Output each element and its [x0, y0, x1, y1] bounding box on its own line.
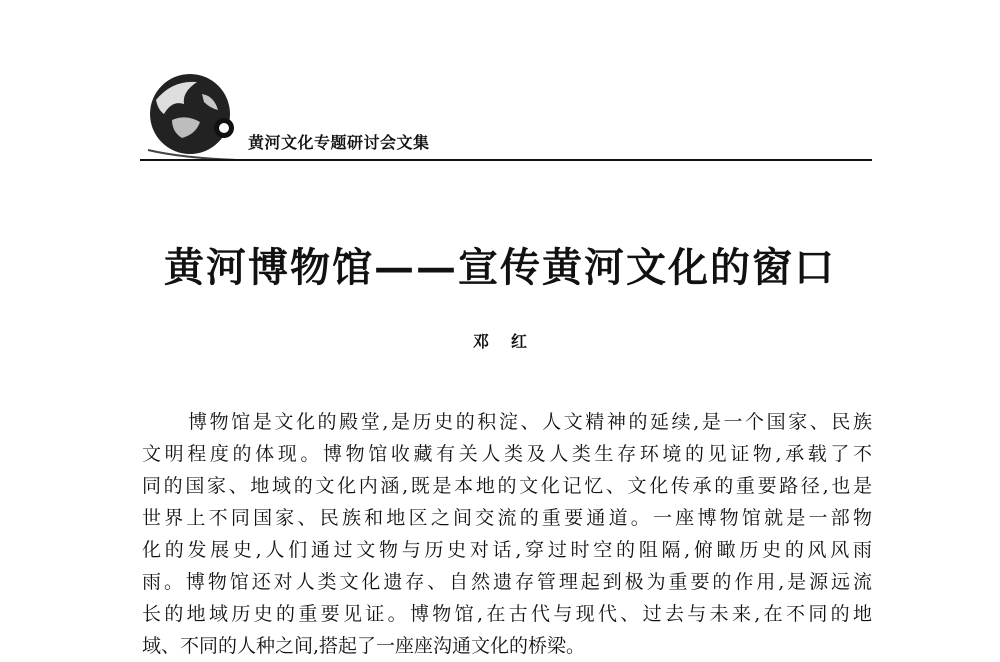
body-line: 雨。博物馆还对人类文化遗存、自然遗存管理起到极为重要的作用,是源远流 [142, 571, 872, 593]
body-line: 化的发展史,人们通过文物与历史对话,穿过时空的阻隔,俯瞰历史的风风雨 [142, 539, 872, 561]
series-title: 黄河文化专题研讨会文集 [248, 133, 430, 152]
author-name: 邓红 [472, 332, 549, 351]
page-header [140, 62, 872, 162]
article-body [142, 406, 872, 662]
body-line: 世界上不同国家、民族和地区之间交流的重要通道。一座博物馆就是一部物 [142, 507, 872, 529]
body-line: 文明程度的体现。博物馆收藏有关人类及人类生存环境的见证物,承载了不 [142, 443, 872, 465]
body-line: 长的地域历史的重要见证。博物馆,在古代与现代、过去与未来,在不同的地 [142, 603, 872, 625]
header-rule [140, 159, 872, 161]
body-line: 域、不同的人种之间,搭起了一座座沟通文化的桥梁。 [142, 635, 586, 657]
body-line: 博物馆是文化的殿堂,是历史的积淀、人文精神的延续,是一个国家、民族 [188, 411, 872, 433]
globe-emblem-icon [142, 70, 242, 162]
body-line: 同的国家、地域的文化内涵,既是本地的文化记忆、文化传承的重要路径,也是 [142, 475, 872, 497]
article-title: 黄河博物馆——宣传黄河文化的窗口 [164, 244, 836, 291]
